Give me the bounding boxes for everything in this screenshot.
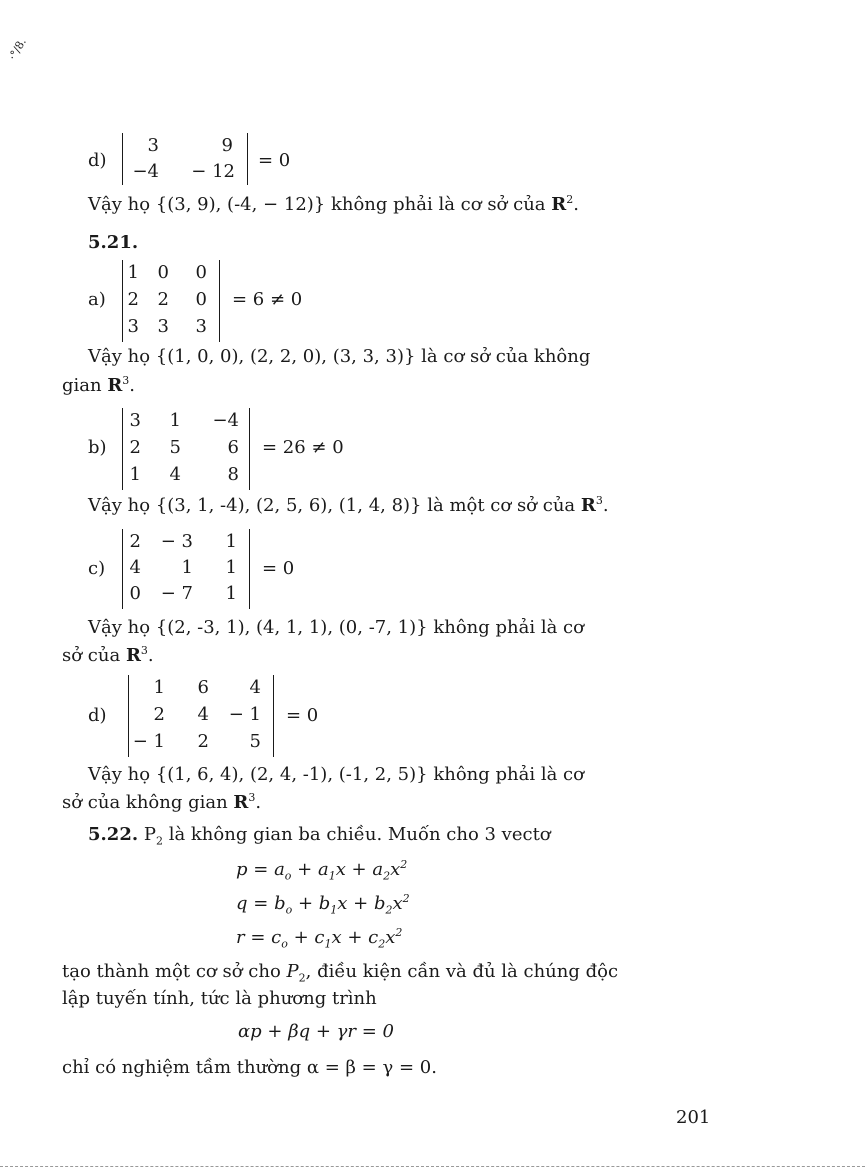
conclusion-text: Vậy họ {(2, -3, 1), (4, 1, 1), (0, -7, 1)} không phải là cơ (88, 617, 584, 638)
part-a-label: a) (88, 289, 106, 310)
det-cell: 2 (157, 289, 169, 310)
body-text: tạo thành một cơ sở cho $P_2$, điều kiện cần và đủ là chúng độc (62, 961, 619, 985)
det-cell: 3 (129, 410, 141, 431)
part-b-label: b) (88, 437, 107, 458)
linear-equation: αp + βq + γr = 0 (238, 1021, 394, 1042)
body-text: chỉ có nghiệm tầm thường α = β = γ = 0. (62, 1057, 437, 1078)
determinant-2x2 (122, 133, 248, 185)
determinant-3x3-b (122, 408, 250, 490)
det-cell: 3 (157, 316, 169, 337)
det-cell: − 1 (132, 731, 165, 752)
det-cell: 3 (147, 135, 159, 156)
scan-mark: ·°/8. (6, 35, 29, 63)
det-result: = 0 (262, 558, 295, 579)
equation-q: $q = b_o + b_1x + b_2x^2$ (236, 892, 410, 917)
determinant-3x3-c (122, 529, 250, 609)
det-result: = 26 ≠ 0 (262, 437, 344, 458)
part-d-label: d) (88, 705, 107, 726)
part-d-label: d) (88, 150, 107, 171)
det-cell: 6 (227, 437, 239, 458)
det-cell: − 7 (160, 583, 193, 604)
det-result: = 6 ≠ 0 (232, 289, 303, 310)
det-cell: 1 (225, 557, 237, 578)
conclusion-text: Vậy họ {(1, 6, 4), (2, 4, -1), (-1, 2, 5)} không phải là cơ (88, 764, 584, 785)
det-cell: 1 (153, 677, 165, 698)
det-cell: 2 (129, 437, 141, 458)
det-cell: 4 (129, 557, 141, 578)
exercise-number: 5.21. (88, 232, 139, 253)
determinant-3x3-d (128, 675, 274, 757)
det-cell: 0 (157, 262, 169, 283)
det-cell: 0 (129, 583, 141, 604)
conclusion-text: gian $R^3$. (62, 374, 136, 396)
det-cell: − 12 (191, 161, 235, 182)
det-cell: 1 (169, 410, 181, 431)
det-cell: 4 (169, 464, 181, 485)
det-cell: 1 (181, 557, 193, 578)
conclusion-text: sở của $R^3$. (62, 644, 154, 666)
conclusion-text: Vậy họ {(1, 0, 0), (2, 2, 0), (3, 3, 3)} là cơ sở của không (88, 346, 591, 367)
det-cell: −4 (212, 410, 239, 431)
conclusion-text: sở của không gian $R^3$. (62, 791, 262, 813)
det-cell: 5 (249, 731, 261, 752)
det-cell: 2 (127, 289, 139, 310)
det-cell: 1 (129, 464, 141, 485)
det-cell: − 1 (228, 704, 261, 725)
det-cell: 1 (225, 583, 237, 604)
part-c-label: c) (88, 558, 106, 579)
det-cell: 3 (195, 316, 207, 337)
det-cell: 0 (195, 289, 207, 310)
determinant-3x3-a (122, 260, 220, 342)
det-cell: −4 (132, 161, 159, 182)
det-cell: 2 (197, 731, 209, 752)
exercise-intro: 5.22. $P_2$ là không gian ba chiều. Muốn cho 3 vectơ (88, 824, 551, 848)
equation-r: $r = c_o + c_1x + c_2x^2$ (236, 926, 403, 951)
page-number: 201 (676, 1107, 711, 1128)
det-result: = 0 (286, 705, 319, 726)
det-result: = 0 (258, 150, 291, 171)
det-cell: 0 (195, 262, 207, 283)
det-cell: 9 (221, 135, 233, 156)
equation-p: $p = a_o + a_1x + a_2x^2$ (236, 858, 408, 883)
conclusion-text: Vậy họ {(3, 1, -4), (2, 5, 6), (1, 4, 8)} là một cơ sở của $R^3$. (88, 494, 609, 516)
scan-edge (0, 1166, 865, 1167)
conclusion-text: Vậy họ {(3, 9), (-4, − 12)} không phải là cơ sở của $R^2$. (88, 193, 579, 215)
det-cell: 4 (197, 704, 209, 725)
det-cell: 6 (197, 677, 209, 698)
body-text: lập tuyến tính, tức là phương trình (62, 988, 377, 1009)
det-cell: 1 (225, 531, 237, 552)
det-cell: 2 (129, 531, 141, 552)
det-cell: 2 (153, 704, 165, 725)
det-cell: 1 (127, 262, 139, 283)
det-cell: − 3 (160, 531, 193, 552)
det-cell: 5 (169, 437, 181, 458)
det-cell: 8 (227, 464, 239, 485)
det-cell: 4 (249, 677, 261, 698)
det-cell: 3 (127, 316, 139, 337)
